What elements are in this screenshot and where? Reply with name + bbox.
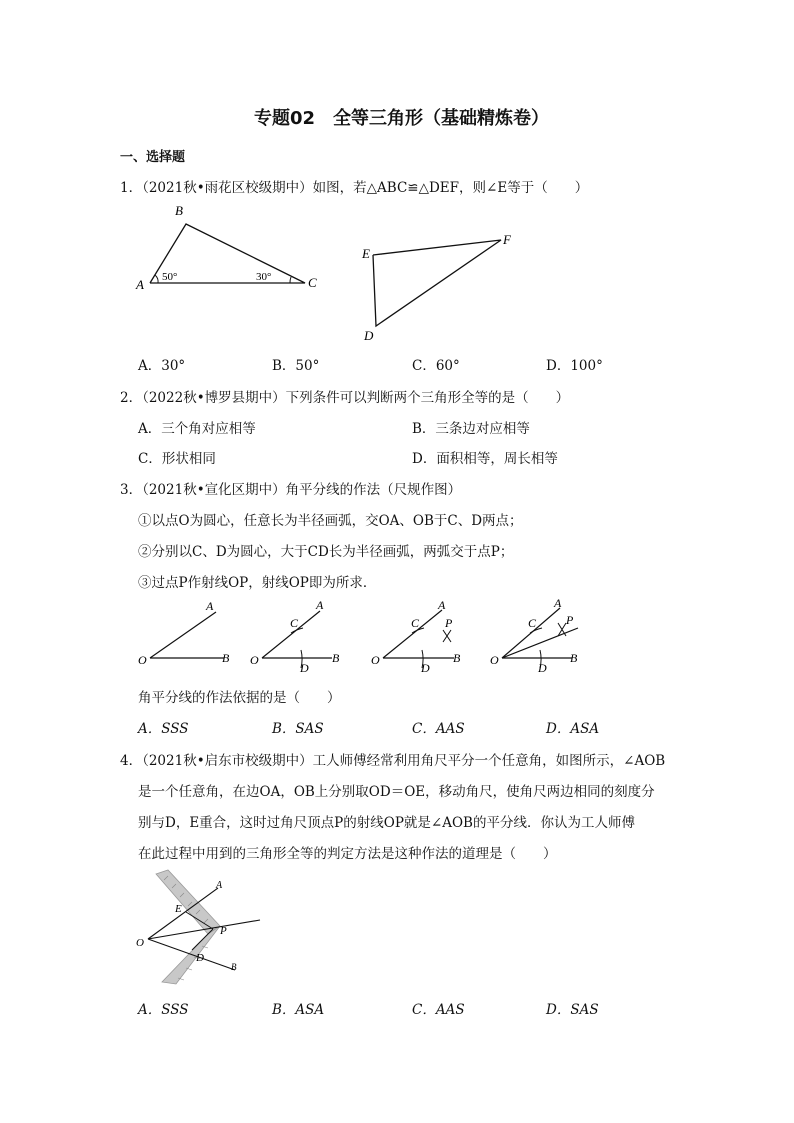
figure-point-label: P [220, 925, 227, 937]
figure-point-label: P [566, 613, 574, 627]
figure-point-label: A [554, 598, 562, 610]
q1-label-F: F [503, 232, 511, 247]
q4-option-b: B．ASA [272, 1002, 325, 1018]
figure-point-label: O [138, 653, 147, 667]
q4-line-2: 是一个任意角，在边OA，OB上分别取OD＝OE，移动角尺，使角尺两边相同的刻度分 [138, 784, 655, 800]
q1-angle-C: 30° [256, 271, 272, 283]
q3-step-1: ①以点O为圆心，任意长为半径画弧，交OA、OB于C、D两点； [138, 513, 523, 529]
question-3-figure [130, 598, 600, 678]
figure-point-label: O [250, 653, 259, 667]
figure-point-label: B [570, 651, 578, 665]
figure-point-label: A [216, 880, 223, 891]
q1-label-C: C [308, 275, 317, 290]
figure-point-label: D [300, 661, 309, 675]
q4-line-1: 4．（2021秋•启东市校级期中）工人师傅经常利用角尺平分一个任意角，如图所示，∠AOB [120, 753, 666, 769]
figure-point-label: C [411, 616, 420, 630]
question-4-figure [130, 866, 280, 991]
question-1-figure [130, 200, 530, 350]
q1-angle-A: 50° [162, 271, 178, 283]
question-2-stem: 2．（2022秋•博罗县期中）下列条件可以判断两个三角形全等的是（ ） [120, 390, 570, 406]
q2-option-a: A．三个角对应相等 [138, 421, 256, 437]
q1-option-d: D．100° [546, 358, 603, 374]
figure-point-label: A [206, 599, 214, 613]
figure-point-label: A [316, 598, 324, 612]
q2-option-d: D．面积相等，周长相等 [412, 451, 558, 467]
q2-option-b: B．三条边对应相等 [412, 421, 530, 437]
q1-option-b: B．50° [272, 358, 320, 374]
figure-point-label: C [528, 616, 537, 630]
q4-line-3: 别与D，E重合，这时过角尺顶点P的射线OP就是∠AOB的平分线．你认为工人师傅 [138, 815, 635, 831]
figure-point-label: O [136, 937, 144, 949]
q3-option-d: D．ASA [546, 721, 600, 737]
figure-point-label: B [231, 962, 237, 972]
q3-option-c: C．AAS [412, 721, 465, 737]
question-1-stem: 1．（2021秋•雨花区校级期中）如图，若△ABC≌△DEF，则∠E等于（ ） [120, 180, 589, 196]
figure-point-label: O [371, 653, 380, 667]
page-title: 专题02 全等三角形（基础精炼卷） [254, 108, 550, 129]
figure-point-label: P [445, 616, 453, 630]
figure-point-label: O [490, 653, 499, 667]
q1-option-a: A．30° [138, 358, 186, 374]
q1-label-B: B [175, 203, 183, 218]
q3-step-2: ②分别以C、D为圆心，大于CD长为半径画弧，两弧交于点P； [138, 544, 514, 560]
figure-point-label: C [290, 616, 299, 630]
q3-option-b: B．SAS [272, 721, 324, 737]
q1-option-c: C．60° [412, 358, 460, 374]
q1-label-A: A [136, 277, 144, 292]
section-heading: 一、选择题 [120, 150, 186, 165]
figure-point-label: B [453, 651, 461, 665]
figure-point-label: D [421, 661, 430, 675]
figure-point-label: E [175, 903, 182, 915]
question-3-stem: 3．（2021秋•宣化区期中）角平分线的作法（尺规作图） [120, 482, 462, 498]
figure-point-label: B [222, 651, 230, 665]
figure-point-label: A [438, 598, 446, 612]
q3-question: 角平分线的作法依据的是（ ） [138, 690, 341, 706]
figure-point-label: D [538, 661, 547, 675]
q1-label-D: D [364, 328, 374, 343]
figure-point-label: D [196, 952, 204, 964]
q3-step-3: ③过点P作射线OP，射线OP即为所求． [138, 575, 377, 591]
q2-option-c: C．形状相同 [138, 451, 216, 467]
figure-point-label: B [332, 651, 340, 665]
q4-option-a: A．SSS [138, 1002, 189, 1018]
q1-label-E: E [362, 246, 370, 261]
q3-option-a: A．SSS [138, 721, 189, 737]
q4-option-d: D．SAS [546, 1002, 599, 1018]
q4-option-c: C．AAS [412, 1002, 465, 1018]
q4-line-4: 在此过程中用到的三角形全等的判定方法是这种作法的道理是（ ） [138, 846, 557, 862]
